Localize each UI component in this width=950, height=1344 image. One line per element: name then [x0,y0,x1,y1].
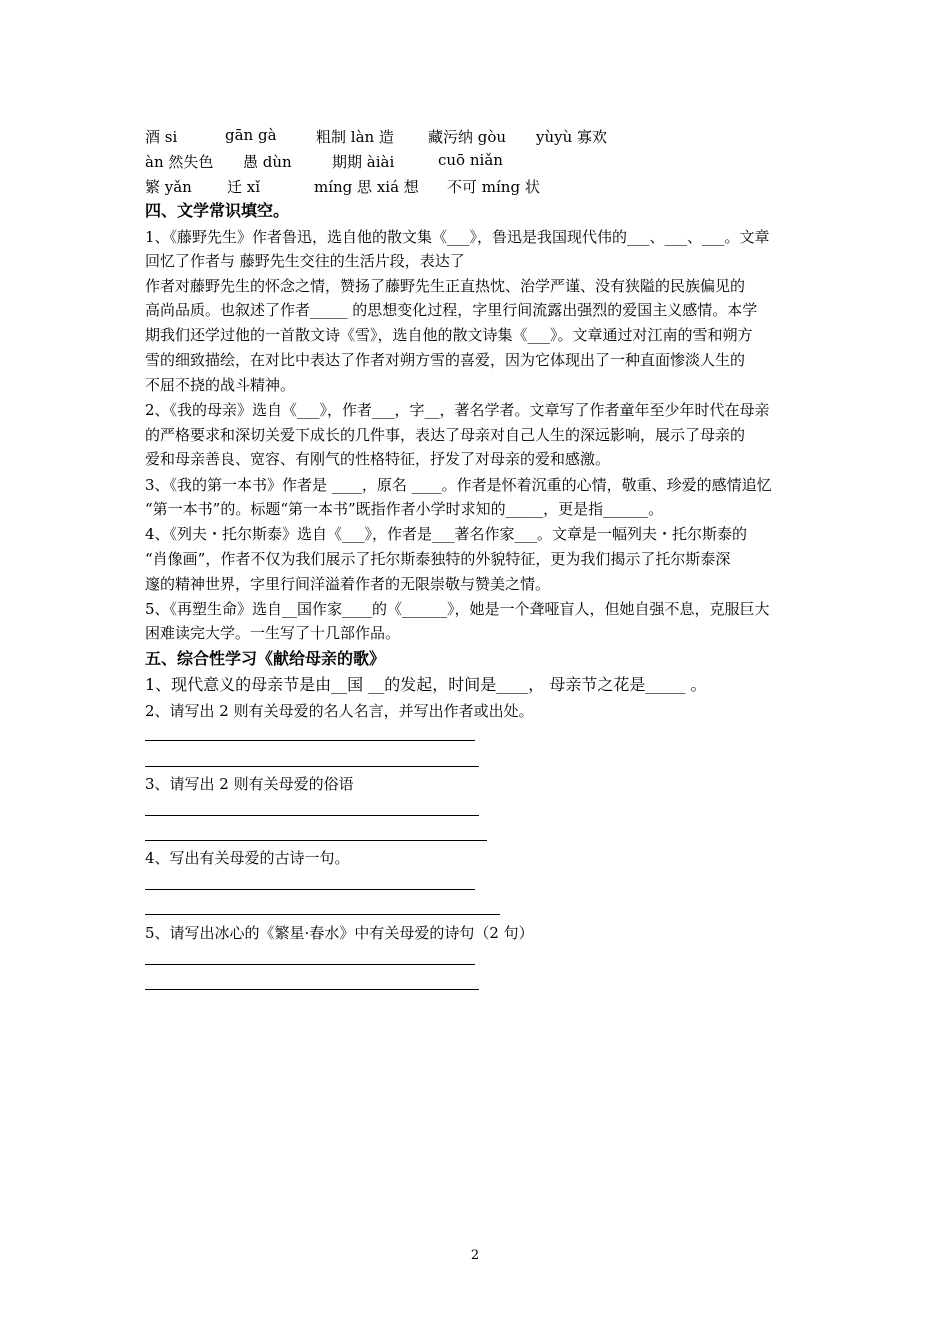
pinyin-item: àn 然失色 [145,153,214,171]
text-line: 爱和母亲善良、宽容、有刚气的性格特征，抒发了对母亲的爱和感激。 [145,450,611,468]
question-4: 4、写出有关母爱的古诗一句。 [145,849,350,867]
text-line: 回忆了作者与 藤野先生交往的生活片段，表达了 [145,252,465,270]
pinyin-item: míng 思 xiá 想 [314,178,419,196]
pinyin-item: 粗制 làn 造 [316,128,394,146]
pinyin-item: 不可 míng 状 [447,178,540,196]
text-line: 4、《列夫・托尔斯泰》选自《___》，作者是___著名作家___。文章是一幅列夫・托尔斯泰的 [145,525,748,543]
pinyin-item: gān gà [225,126,277,144]
text-line: 5、《再塑生命》选自__国作家____的《______》，她是一个聋哑盲人，但她自强不息，克服巨大 [145,600,770,618]
question-2: 2、请写出 2 则有关母爱的名人名言，并写出作者或出处。 [145,702,534,720]
text-line: 高尚品质。也叙述了作者_____ 的思想变化过程，字里行间流露出强烈的爱国主义感情。本学 [145,301,758,319]
text-line: “肖像画”，作者不仅为我们展示了托尔斯泰独特的外貌特征，更为我们揭示了托尔斯泰深 [145,550,731,568]
text-line: 1、《藤野先生》作者鲁迅，选自他的散文集《___》，鲁迅是我国现代伟的___、___、___。文章 [145,228,770,246]
page-number: 2 [470,1248,480,1263]
pinyin-item: 繁 yǎn [145,178,192,196]
pinyin-item: yùyù 寡欢 [536,128,608,146]
text-line: 3、《我的第一本书》作者是 ____，原名 ____。作者是怀着沉重的心情，敬重、珍爱的感情追忆 [145,476,772,494]
pinyin-item: 酒 si [145,128,178,146]
section-5-heading: 五、综合性学习《献给母亲的歌》 [145,649,386,668]
answer-line[interactable] [145,889,475,890]
pinyin-item: 愚 dùn [243,153,292,171]
text-line: 邃的精神世界，字里行间洋溢着作者的无限崇敬与赞美之情。 [145,575,551,593]
question-3: 3、请写出 2 则有关母爱的俗语 [145,775,354,793]
text-line: “第一本书”的。标题“第一本书”既指作者小学时求知的_____，更是指______。 [145,500,664,518]
pinyin-item: 迁 xǐ [227,178,261,196]
question-5: 5、请写出冰心的《繁星·春水》中有关母爱的诗句（2 句） [145,924,534,942]
text-line: 雪的细致描绘，在对比中表达了作者对朔方雪的喜爱，因为它体现出了一种直面惨淡人生的 [145,351,746,369]
answer-line[interactable] [145,815,479,816]
answer-line[interactable] [145,964,475,965]
text-line: 困难读完大学。一生写了十几部作品。 [145,624,401,642]
question-1: 1、现代意义的母亲节是由__国 __的发起，时间是____， 母亲节之花是_____ 。 [145,675,707,694]
answer-line[interactable] [145,766,479,767]
section-4-heading: 四、文学常识填空。 [145,201,290,220]
text-line: 不屈不挠的战斗精神。 [145,376,296,394]
text-line: 2、《我的母亲》选自《___》，作者___，字__，著名学者。文章写了作者童年至少年时代在母亲 [145,401,770,419]
pinyin-item: 期期 àiài [332,153,395,171]
answer-line[interactable] [145,989,479,990]
text-line: 期我们还学过他的一首散文诗《雪》，选自他的散文诗集《___》。文章通过对江南的雪和朔方 [145,326,753,344]
text-line: 的严格要求和深切关爱下成长的几件事，表达了母亲对自己人生的深远影响，展示了母亲的 [145,426,746,444]
pinyin-item: cuō niǎn [438,151,503,169]
answer-line[interactable] [145,840,487,841]
pinyin-item: 藏污纳 gòu [428,128,507,146]
answer-line[interactable] [145,740,475,741]
answer-line[interactable] [145,914,500,915]
text-line: 作者对藤野先生的怀念之情，赞扬了藤野先生正直热忱、治学严谨、没有狭隘的民族偏见的 [145,277,746,295]
